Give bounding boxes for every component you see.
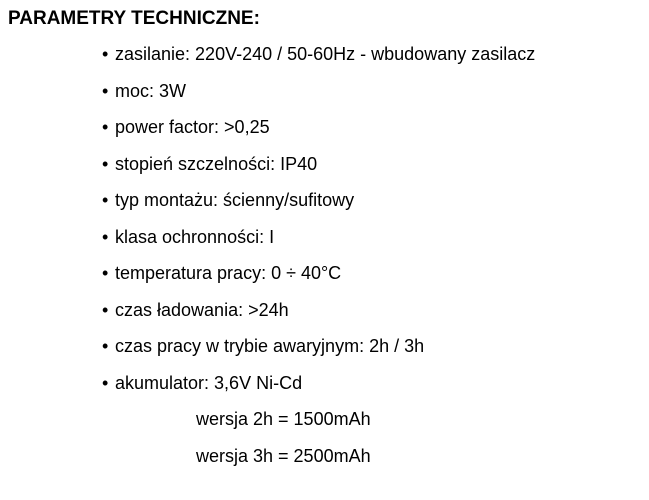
bullet-icon: •: [102, 44, 109, 64]
spec-item-power-factor: [102, 114, 535, 151]
spec-item-emergency-time: [102, 333, 535, 370]
bullet-icon: •: [102, 226, 109, 247]
spec-text: akumulator: 3,6V Ni-Cd: [115, 372, 303, 393]
spec-item-ip-rating: [102, 151, 535, 188]
spec-text: stopień szczelności: IP40: [115, 153, 318, 174]
spec-text: klasa ochronności: I: [115, 226, 275, 247]
spec-text: typ montażu: ścienny/sufitowy: [115, 190, 355, 210]
bullet-icon: •: [102, 153, 109, 174]
spec-item-mounting: [102, 187, 535, 224]
bullet-icon: •: [102, 299, 109, 320]
battery-variant-3h: wersja 3h = 2500mAh: [196, 445, 371, 466]
spec-text: czas pracy w trybie awaryjnym: 2h / 3h: [115, 336, 425, 356]
spec-list: [102, 41, 535, 406]
battery-variant-list: [196, 406, 371, 479]
spec-text: czas ładowania: >24h: [115, 299, 289, 320]
spec-item-temperature: [102, 260, 535, 297]
spec-item-protection-class: [102, 224, 535, 261]
spec-item-battery: [102, 370, 535, 407]
battery-variant-2h: wersja 2h = 1500mAh: [196, 409, 371, 429]
bullet-icon: •: [102, 117, 109, 137]
spec-item-charging-time: [102, 297, 535, 334]
spec-text: moc: 3W: [115, 80, 187, 101]
bullet-icon: •: [102, 336, 109, 356]
spec-text: power factor: >0,25: [115, 117, 270, 137]
bullet-icon: •: [102, 80, 109, 101]
spec-text: temperatura pracy: 0 ÷ 40°C: [115, 263, 342, 283]
section-heading: PARAMETRY TECHNICZNE:: [8, 8, 260, 29]
spec-item-power: [102, 78, 535, 115]
bullet-icon: •: [102, 372, 109, 393]
spec-text: zasilanie: 220V-240 / 50-60Hz - wbudowany zasilacz: [115, 44, 536, 64]
bullet-icon: •: [102, 190, 109, 210]
bullet-icon: •: [102, 263, 109, 283]
spec-item-power-supply: [102, 41, 535, 78]
